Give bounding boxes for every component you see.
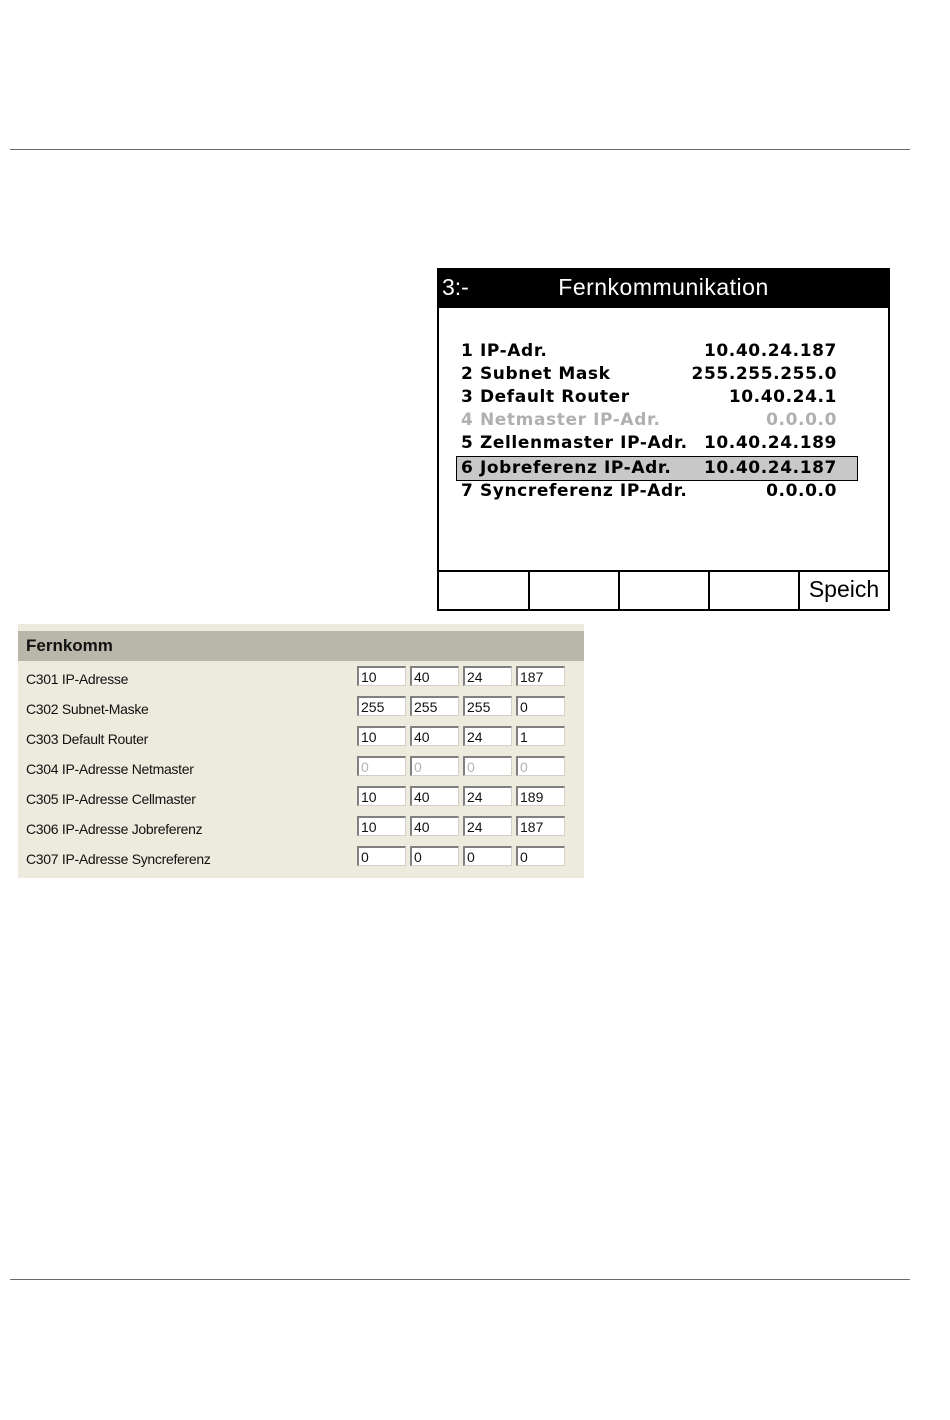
fernkomm-form [18,624,584,878]
ip-octet-input[interactable] [357,816,406,836]
softkey-1[interactable] [439,572,530,609]
ip-octet-input[interactable] [410,666,459,686]
ip-octet-input[interactable] [516,846,565,866]
ip-octet-input[interactable] [357,846,406,866]
form-title: Fernkomm [26,636,113,655]
ip-octet-input[interactable] [357,726,406,746]
ip-octet-input[interactable] [410,696,459,716]
field-label: C306 IP-Adresse Jobreferenz [26,821,203,837]
ip-octet-input[interactable] [463,816,512,836]
ip-octet-input [357,756,406,776]
ip-octet-input[interactable] [410,726,459,746]
top-divider [10,149,910,150]
softkey-bar [439,570,888,609]
ip-octet-input[interactable] [463,846,512,866]
device-display [437,268,890,611]
device-item-label: 6 Jobreferenz IP-Adr. [461,458,672,478]
softkey-2[interactable] [530,572,620,609]
field-label: C305 IP-Adresse Cellmaster [26,791,196,807]
ip-octet-input[interactable] [516,786,565,806]
device-item-value: 255.255.255.0 [691,364,837,384]
ip-octet-input [410,756,459,776]
ip-octet-input [516,756,565,776]
ip-octet-input[interactable] [516,816,565,836]
device-menu-item[interactable] [457,386,857,409]
field-label: C307 IP-Adresse Syncreferenz [26,851,211,867]
form-row [18,785,584,815]
device-item-label: 5 Zellenmaster IP-Adr. [461,433,688,453]
form-row [18,695,584,725]
ip-octet-input[interactable] [516,696,565,716]
device-item-label: 1 IP-Adr. [461,341,548,361]
softkey-4[interactable] [710,572,800,609]
device-menu-item[interactable] [457,457,857,480]
device-item-label: 3 Default Router [461,387,630,407]
field-label: C304 IP-Adresse Netmaster [26,761,194,777]
device-menu-item[interactable] [457,363,857,386]
device-menu-item[interactable] [457,340,857,363]
device-item-value: 0.0.0.0 [766,481,837,501]
ip-octet-input[interactable] [410,846,459,866]
device-item-label: 4 Netmaster IP-Adr. [461,410,661,430]
ip-octet-input[interactable] [357,786,406,806]
bottom-divider [10,1279,910,1280]
device-title: Fernkommunikation [558,274,769,300]
device-menu-list [457,340,857,503]
ip-octet-input[interactable] [357,666,406,686]
device-item-value: 10.40.24.187 [703,458,837,478]
ip-octet-input[interactable] [410,816,459,836]
field-label: C303 Default Router [26,731,148,747]
ip-octet-input [463,756,512,776]
device-item-value: 10.40.24.187 [703,341,837,361]
form-header [18,631,584,661]
softkey-speich[interactable]: Speich [808,576,880,602]
ip-octet-input[interactable] [357,696,406,716]
device-item-value: 0.0.0.0 [766,410,837,430]
form-row [18,725,584,755]
ip-octet-input[interactable] [516,726,565,746]
softkey-3[interactable] [620,572,710,609]
device-menu-item[interactable] [457,432,857,455]
device-item-label: 7 Syncreferenz IP-Adr. [461,481,688,501]
form-row [18,665,584,695]
ip-octet-input[interactable] [463,666,512,686]
device-menu-item[interactable] [457,480,857,503]
form-row [18,845,584,875]
device-item-label: 2 Subnet Mask [461,364,611,384]
field-label: C302 Subnet-Maske [26,701,149,717]
form-row [18,755,584,785]
field-label: C301 IP-Adresse [26,671,129,687]
ip-octet-input[interactable] [463,726,512,746]
device-item-value: 10.40.24.1 [728,387,837,407]
menu-path: 3:- [442,274,469,300]
ip-octet-input[interactable] [410,786,459,806]
ip-octet-input[interactable] [516,666,565,686]
device-menu-item [457,409,857,432]
ip-octet-input[interactable] [463,786,512,806]
device-title-bar [439,270,888,308]
ip-octet-input[interactable] [463,696,512,716]
device-item-value: 10.40.24.189 [703,433,837,453]
form-row [18,815,584,845]
